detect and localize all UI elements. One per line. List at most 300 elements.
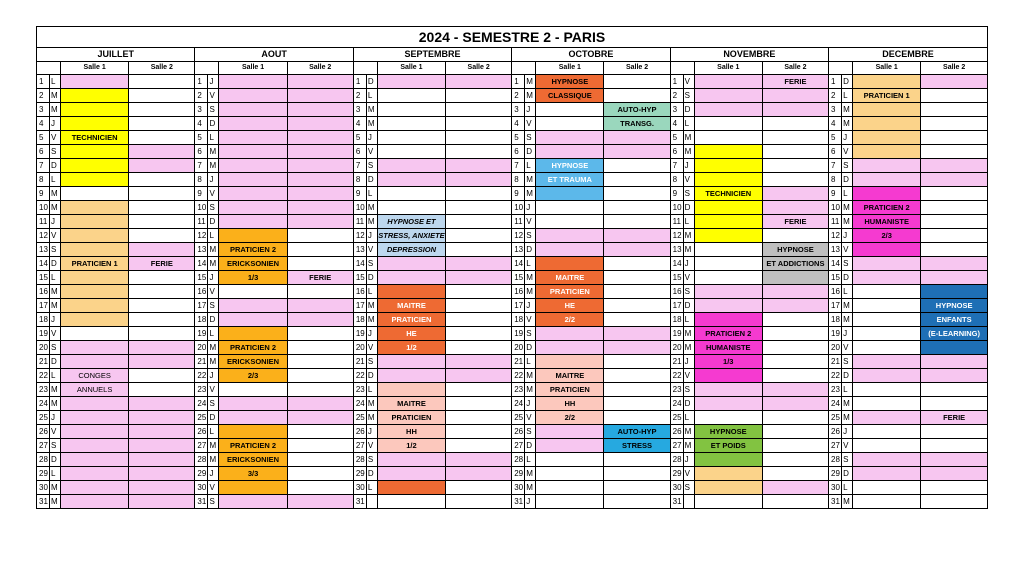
month-header-novembre: NOVEMBRE (670, 48, 828, 62)
weekday-letter: D (366, 173, 377, 187)
weekday-letter: D (842, 369, 853, 383)
day-number: 12 (670, 229, 683, 243)
empty-slot-salle-1 (853, 453, 921, 467)
weekday-letter: L (525, 257, 536, 271)
weekday-letter: M (208, 439, 219, 453)
empty-slot-salle-1 (536, 243, 604, 257)
weekday-letter: M (842, 495, 853, 509)
weekday-letter: M (683, 243, 694, 257)
empty-slot-salle-1 (853, 159, 921, 173)
day-number: 31 (829, 495, 842, 509)
empty-slot-salle-1 (694, 103, 762, 117)
empty-slot-salle-2 (446, 411, 512, 425)
day-number: 8 (512, 173, 525, 187)
empty-slot-salle-2 (604, 355, 670, 369)
empty-slot-salle-2 (129, 131, 195, 145)
weekday-letter: V (50, 131, 61, 145)
day-number: 17 (37, 299, 50, 313)
event-label: 1/3 (219, 271, 287, 285)
day-number: 31 (512, 495, 525, 509)
day-number: 27 (195, 439, 208, 453)
weekday-letter: L (50, 467, 61, 481)
empty-slot-salle-1 (61, 187, 129, 201)
weekday-letter: M (366, 103, 377, 117)
day-number: 8 (829, 173, 842, 187)
empty-slot-salle-2 (446, 271, 512, 285)
event-cell (61, 201, 129, 215)
day-number: 28 (353, 453, 366, 467)
day-number: 24 (37, 397, 50, 411)
weekday-letter: D (208, 117, 219, 131)
empty-slot-salle-2 (446, 75, 512, 89)
empty-slot-salle-2 (604, 341, 670, 355)
weekday-letter: D (525, 145, 536, 159)
event-cell (61, 495, 129, 509)
event-cell (61, 103, 129, 117)
weekday-letter: D (525, 341, 536, 355)
event-label: 1/2 (377, 439, 445, 453)
event-cell (377, 481, 445, 495)
day-number: 30 (353, 481, 366, 495)
weekday-letter: M (208, 257, 219, 271)
empty-slot-salle-2 (604, 369, 670, 383)
empty-slot-salle-2 (921, 201, 988, 215)
day-number: 11 (829, 215, 842, 229)
weekday-letter: L (208, 327, 219, 341)
empty-slot-salle-2 (762, 145, 828, 159)
empty-slot-salle-1 (61, 327, 129, 341)
empty-slot-salle-2 (446, 145, 512, 159)
weekday-letter: L (525, 453, 536, 467)
weekday-letter: S (683, 481, 694, 495)
event-cell (694, 173, 762, 187)
day-number: 21 (829, 355, 842, 369)
day-number: 5 (670, 131, 683, 145)
weekday-letter: V (683, 369, 694, 383)
weekday-letter: S (683, 187, 694, 201)
day-number: 14 (37, 257, 50, 271)
day-number: 25 (37, 411, 50, 425)
day-number: 26 (512, 425, 525, 439)
weekday-letter: J (50, 313, 61, 327)
day-number: 13 (512, 243, 525, 257)
day-number: 18 (195, 313, 208, 327)
event-label: ERICKSONIEN (219, 453, 287, 467)
day-number: 27 (353, 439, 366, 453)
empty-slot-salle-1 (694, 397, 762, 411)
empty-slot-salle-2 (921, 89, 988, 103)
empty-slot-salle-1 (536, 145, 604, 159)
day-number: 4 (670, 117, 683, 131)
empty-slot-salle-2 (129, 159, 195, 173)
empty-slot-salle-2 (604, 243, 670, 257)
day-number: 18 (512, 313, 525, 327)
empty-slot-salle-1 (853, 411, 921, 425)
weekday-letter: D (366, 75, 377, 89)
day-number: 20 (512, 341, 525, 355)
empty-slot-salle-2 (287, 173, 353, 187)
weekday-letter: V (683, 467, 694, 481)
day-number: 10 (37, 201, 50, 215)
empty-slot-salle-1 (853, 439, 921, 453)
weekday-letter: J (525, 495, 536, 509)
empty-slot-salle-2 (921, 229, 988, 243)
room-header-salle-1: Salle 1 (694, 62, 762, 75)
day-number: 22 (512, 369, 525, 383)
event-cell (61, 89, 129, 103)
event-label: PRATICIEN 2 (219, 243, 287, 257)
weekday-letter: D (50, 453, 61, 467)
day-number: 18 (829, 313, 842, 327)
day-number: 5 (353, 131, 366, 145)
empty-slot-salle-2 (287, 341, 353, 355)
empty-slot-salle-1 (536, 481, 604, 495)
empty-slot-salle-1 (377, 131, 445, 145)
weekday-letter: S (50, 439, 61, 453)
event-label: 1/2 (377, 341, 445, 355)
day-number: 3 (37, 103, 50, 117)
weekday-letter: L (50, 173, 61, 187)
weekday-letter: V (842, 145, 853, 159)
empty-slot-salle-2 (287, 439, 353, 453)
weekday-letter: M (842, 201, 853, 215)
empty-slot-salle-2 (287, 425, 353, 439)
weekday-letter: V (842, 243, 853, 257)
event-cell (694, 229, 762, 243)
month-header-octobre: OCTOBRE (512, 48, 670, 62)
day-number: 10 (670, 201, 683, 215)
event-label: TRANSG. (604, 117, 670, 131)
day-number: 24 (353, 397, 366, 411)
empty-slot-salle-2 (762, 411, 828, 425)
event-cell (61, 271, 129, 285)
weekday-letter: M (525, 271, 536, 285)
empty-slot-salle-1 (377, 271, 445, 285)
day-number: 28 (512, 453, 525, 467)
day-number: 10 (353, 201, 366, 215)
event-cell (61, 173, 129, 187)
day-header-empty (829, 62, 853, 75)
empty-slot-salle-2 (129, 201, 195, 215)
empty-slot-salle-1 (536, 495, 604, 509)
day-header-empty (670, 62, 694, 75)
day-number: 28 (670, 453, 683, 467)
day-number: 26 (353, 425, 366, 439)
empty-slot-salle-2 (129, 243, 195, 257)
event-cell (762, 271, 828, 285)
weekday-letter: L (50, 75, 61, 89)
event-label: HYPNOSE (762, 243, 828, 257)
weekday-letter: M (683, 425, 694, 439)
day-number: 1 (195, 75, 208, 89)
weekday-letter: M (842, 313, 853, 327)
empty-slot-salle-2 (921, 271, 988, 285)
weekday-letter: M (683, 229, 694, 243)
event-label: FERIE (762, 215, 828, 229)
event-label: 2/3 (219, 369, 287, 383)
empty-slot-salle-2 (287, 327, 353, 341)
empty-slot-salle-2 (287, 355, 353, 369)
weekday-letter: S (842, 159, 853, 173)
event-label: STRESS (604, 439, 670, 453)
empty-slot-salle-2 (129, 327, 195, 341)
day-number: 2 (195, 89, 208, 103)
room-header-salle-1: Salle 1 (61, 62, 129, 75)
empty-slot-salle-1 (377, 369, 445, 383)
empty-slot-salle-2 (762, 453, 828, 467)
day-number: 29 (512, 467, 525, 481)
empty-slot-salle-1 (377, 495, 445, 509)
weekday-letter: J (842, 425, 853, 439)
empty-slot-salle-2 (604, 313, 670, 327)
event-cell (61, 481, 129, 495)
event-label: DEPRESSION (377, 243, 445, 257)
day-number: 20 (670, 341, 683, 355)
empty-slot-salle-2 (604, 201, 670, 215)
day-number: 27 (512, 439, 525, 453)
day-number: 31 (353, 495, 366, 509)
day-number: 9 (195, 187, 208, 201)
empty-slot-salle-2 (129, 313, 195, 327)
day-number: 9 (512, 187, 525, 201)
weekday-letter: J (683, 159, 694, 173)
weekday-letter: D (208, 215, 219, 229)
empty-slot-salle-1 (536, 327, 604, 341)
empty-slot-salle-1 (219, 159, 287, 173)
day-number: 28 (829, 453, 842, 467)
empty-slot-salle-1 (377, 453, 445, 467)
weekday-letter: V (366, 439, 377, 453)
empty-slot-salle-2 (129, 229, 195, 243)
empty-slot-salle-2 (921, 117, 988, 131)
weekday-letter: S (842, 453, 853, 467)
event-cell (694, 145, 762, 159)
empty-slot-salle-2 (129, 89, 195, 103)
weekday-letter: M (842, 397, 853, 411)
weekday-letter: S (525, 131, 536, 145)
event-cell (61, 75, 129, 89)
weekday-letter: M (366, 201, 377, 215)
event-label: MAITRE (536, 271, 604, 285)
empty-slot-salle-1 (853, 383, 921, 397)
weekday-letter: V (525, 117, 536, 131)
empty-slot-salle-2 (287, 201, 353, 215)
day-number: 16 (670, 285, 683, 299)
event-label: PRATICIEN (377, 411, 445, 425)
weekday-letter: D (842, 173, 853, 187)
day-number: 9 (37, 187, 50, 201)
empty-slot-salle-2 (446, 187, 512, 201)
day-number: 26 (829, 425, 842, 439)
empty-slot-salle-1 (219, 117, 287, 131)
empty-slot-salle-2 (604, 495, 670, 509)
event-label: MAITRE (536, 369, 604, 383)
room-header-salle-1: Salle 1 (219, 62, 287, 75)
empty-slot-salle-2 (287, 187, 353, 201)
weekday-letter: J (525, 299, 536, 313)
weekday-letter: L (208, 131, 219, 145)
empty-slot-salle-2 (762, 327, 828, 341)
empty-slot-salle-2 (446, 131, 512, 145)
empty-slot-salle-2 (762, 131, 828, 145)
empty-slot-salle-2 (446, 369, 512, 383)
weekday-letter: V (525, 313, 536, 327)
day-number: 4 (37, 117, 50, 131)
day-number: 29 (829, 467, 842, 481)
day-number: 1 (37, 75, 50, 89)
event-label: PRATICIEN 1 (853, 89, 921, 103)
weekday-letter: J (208, 369, 219, 383)
empty-slot-salle-1 (536, 439, 604, 453)
weekday-letter: S (366, 355, 377, 369)
weekday-letter: S (842, 355, 853, 369)
weekday-letter: L (842, 383, 853, 397)
empty-slot-salle-1 (853, 285, 921, 299)
empty-slot-salle-2 (446, 453, 512, 467)
empty-slot-salle-2 (129, 495, 195, 509)
empty-slot-salle-2 (287, 397, 353, 411)
month-header-septembre: SEPTEMBRE (353, 48, 511, 62)
weekday-letter: S (208, 103, 219, 117)
weekday-letter: S (683, 383, 694, 397)
empty-slot-salle-2 (762, 173, 828, 187)
day-number: 17 (512, 299, 525, 313)
weekday-letter: V (683, 173, 694, 187)
event-label: PRATICIEN (536, 285, 604, 299)
day-number: 25 (512, 411, 525, 425)
empty-slot-salle-1 (219, 495, 287, 509)
weekday-letter: S (683, 285, 694, 299)
empty-slot-salle-2 (129, 215, 195, 229)
empty-slot-salle-1 (377, 201, 445, 215)
weekday-letter: L (208, 229, 219, 243)
empty-slot-salle-1 (853, 313, 921, 327)
day-number: 5 (195, 131, 208, 145)
weekday-letter: D (683, 103, 694, 117)
day-number: 23 (829, 383, 842, 397)
empty-slot-salle-2 (921, 481, 988, 495)
weekday-letter: J (50, 215, 61, 229)
weekday-letter: M (525, 481, 536, 495)
weekday-letter: V (525, 215, 536, 229)
empty-slot-salle-1 (219, 173, 287, 187)
empty-slot-salle-2 (446, 173, 512, 187)
day-header-empty (353, 62, 377, 75)
empty-slot-salle-2 (446, 285, 512, 299)
event-label: TECHNICIEN (61, 131, 129, 145)
empty-slot-salle-1 (853, 173, 921, 187)
day-number: 29 (195, 467, 208, 481)
weekday-letter: M (50, 201, 61, 215)
event-label: CLASSIQUE (536, 89, 604, 103)
day-number: 8 (670, 173, 683, 187)
day-number: 15 (353, 271, 366, 285)
event-label: HYPNOSE ET (377, 215, 445, 229)
empty-slot-salle-1 (853, 327, 921, 341)
day-number: 1 (829, 75, 842, 89)
empty-slot-salle-1 (219, 383, 287, 397)
day-number: 28 (37, 453, 50, 467)
empty-slot-salle-2 (921, 369, 988, 383)
empty-slot-salle-1 (694, 117, 762, 131)
day-number: 13 (37, 243, 50, 257)
event-label: PRATICIEN 2 (853, 201, 921, 215)
event-cell (219, 229, 287, 243)
day-number: 24 (670, 397, 683, 411)
event-cell (694, 467, 762, 481)
empty-slot-salle-2 (762, 187, 828, 201)
weekday-letter: M (208, 243, 219, 257)
day-number: 23 (512, 383, 525, 397)
empty-slot-salle-2 (287, 243, 353, 257)
event-label: HYPNOSE (536, 159, 604, 173)
weekday-letter: S (525, 425, 536, 439)
empty-slot-salle-2 (921, 383, 988, 397)
event-cell (61, 159, 129, 173)
empty-slot-salle-2 (446, 215, 512, 229)
month-header-aout: AOUT (195, 48, 353, 62)
room-header-salle-1: Salle 1 (853, 62, 921, 75)
weekday-letter: J (50, 117, 61, 131)
event-cell (61, 341, 129, 355)
weekday-letter: S (842, 257, 853, 271)
empty-slot-salle-1 (219, 131, 287, 145)
empty-slot-salle-1 (694, 411, 762, 425)
event-cell (61, 229, 129, 243)
weekday-letter: V (208, 285, 219, 299)
day-number: 26 (670, 425, 683, 439)
weekday-letter: M (208, 159, 219, 173)
empty-slot-salle-1 (219, 75, 287, 89)
weekday-letter: D (208, 313, 219, 327)
weekday-letter: D (525, 439, 536, 453)
month-header-decembre: DECEMBRE (829, 48, 988, 62)
empty-slot-salle-1 (694, 89, 762, 103)
day-number: 17 (829, 299, 842, 313)
day-number: 7 (195, 159, 208, 173)
empty-slot-salle-2 (921, 75, 988, 89)
event-label: STRESS, ANXIETE (377, 229, 445, 243)
empty-slot-salle-1 (853, 397, 921, 411)
day-number: 17 (353, 299, 366, 313)
event-label: FERIE (129, 257, 195, 271)
empty-slot-salle-1 (853, 257, 921, 271)
day-number: 20 (353, 341, 366, 355)
event-label: 2/2 (536, 411, 604, 425)
empty-slot-salle-1 (377, 173, 445, 187)
weekday-letter: D (842, 467, 853, 481)
day-number: 3 (353, 103, 366, 117)
empty-slot-salle-2 (762, 495, 828, 509)
empty-slot-salle-2 (287, 369, 353, 383)
weekday-letter: L (366, 383, 377, 397)
empty-slot-salle-2 (604, 299, 670, 313)
empty-slot-salle-2 (446, 467, 512, 481)
empty-slot-salle-1 (536, 215, 604, 229)
weekday-letter: L (842, 481, 853, 495)
empty-slot-salle-2 (446, 299, 512, 313)
weekday-letter: S (366, 453, 377, 467)
event-cell (694, 201, 762, 215)
empty-slot-salle-1 (694, 271, 762, 285)
empty-slot-salle-2 (604, 159, 670, 173)
day-number: 25 (353, 411, 366, 425)
empty-slot-salle-2 (762, 383, 828, 397)
empty-slot-salle-2 (287, 131, 353, 145)
empty-slot-salle-2 (446, 397, 512, 411)
day-number: 23 (195, 383, 208, 397)
empty-slot-salle-1 (377, 117, 445, 131)
